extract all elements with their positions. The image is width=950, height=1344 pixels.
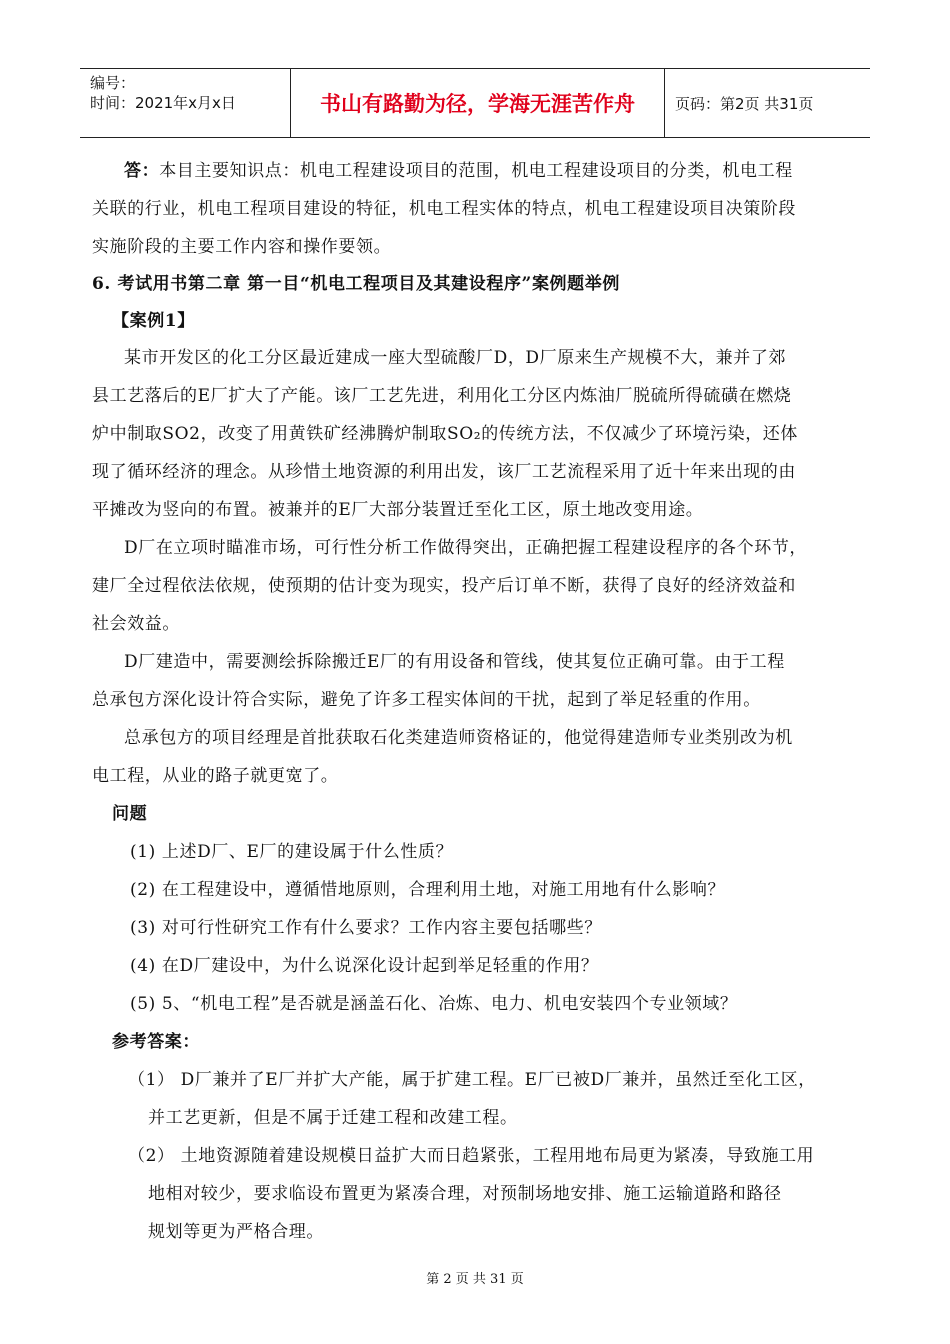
answer-item: 并工艺更新，但是不属于迁建工程和改建工程。 — [148, 1108, 518, 1128]
header-table — [80, 68, 870, 138]
question-item: (1) 上述D厂、E厂的建设属于什么性质？ — [130, 842, 454, 862]
section-title: 6. 考试用书第二章 第一目“机电工程项目及其建设程序”案例题举例 — [92, 274, 620, 294]
header-page-info: 页码：第2页 共31页 — [675, 94, 814, 113]
case-paragraph-line: 社会效益。 — [92, 614, 180, 634]
question-item: (4) 在D厂建设中，为什么说深化设计起到举足轻重的作用？ — [130, 956, 599, 976]
answer-intro-line-2: 关联的行业，机电工程项目建设的特征，机电工程实体的特点，机电工程建设项目决策阶段 — [92, 199, 796, 219]
serial-label: 编号： — [90, 74, 136, 92]
answer-item: 规划等更为严格合理。 — [148, 1222, 324, 1242]
case-paragraph-line: D厂在立项时瞄准市场，可行性分析工作做得突出，正确把握工程建设程序的各个环节， — [124, 538, 808, 558]
answer-item: 地相对较少，要求临设布置更为紧凑合理，对预制场地安排、施工运输道路和路径 — [148, 1184, 782, 1204]
question-item: (5) 5、“机电工程”是否就是涵盖石化、冶炼、电力、机电安装四个专业领域？ — [130, 994, 738, 1014]
case-paragraph-line: 现了循环经济的理念。从珍惜土地资源的利用出发，该厂工艺流程采用了近十年来出现的由 — [92, 462, 796, 482]
date-label: 时间：2021年x月x日 — [90, 94, 236, 112]
header-motto: 书山有路勤为径，学海无涯苦作舟 — [291, 69, 665, 137]
answer-label: 答： — [124, 161, 160, 181]
case-paragraph-line: 总承包方的项目经理是首批获取石化类建造师资格证的，他觉得建造师专业类别改为机 — [124, 728, 793, 748]
case-paragraph-line: 总承包方深化设计符合实际，避免了许多工程实体间的干扰，起到了举足轻重的作用。 — [92, 690, 761, 710]
page-footer: 第 2 页 共 31 页 — [426, 1272, 524, 1287]
questions-title: 问题 — [112, 804, 148, 824]
answer-intro-line-1: 答：本目主要知识点：机电工程建设项目的范围，机电工程建设项目的分类，机电工程 — [124, 161, 793, 181]
case-paragraph-line: 平摊改为竖向的布置。被兼并的E厂大部分装置迁至化工区，原土地改变用途。 — [92, 500, 704, 520]
case-paragraph-line: D厂建造中，需要测绘拆除搬迁E厂的有用设备和管线，使其复位正确可靠。由于工程 — [124, 652, 785, 672]
answer-intro-line-3: 实施阶段的主要工作内容和操作要领。 — [92, 237, 392, 257]
header-meta-cell — [80, 69, 291, 137]
question-item: (2) 在工程建设中，遵循惜地原则，合理利用土地，对施工用地有什么影响？ — [130, 880, 726, 900]
case-title: 【案例1】 — [112, 311, 195, 331]
question-item: (3) 对可行性研究工作有什么要求？工作内容主要包括哪些？ — [130, 918, 602, 938]
case-paragraph-line: 建厂全过程依法依规，使预期的估计变为现实，投产后订单不断，获得了良好的经济效益和 — [92, 576, 796, 596]
answers-title: 参考答案： — [112, 1032, 200, 1052]
case-paragraph-line: 炉中制取SO2，改变了用黄铁矿经沸腾炉制取SO₂的传统方法，不仅减少了环境污染，还体 — [92, 424, 798, 444]
answer-item: （1） D厂兼并了E厂并扩大产能，属于扩建工程。E厂已被D厂兼并，虽然迁至化工区， — [128, 1070, 816, 1090]
case-paragraph-line: 县工艺落后的E厂扩大了产能。该厂工艺先进，利用化工分区内炼油厂脱硫所得硫磺在燃烧 — [92, 386, 792, 406]
case-paragraph-line: 电工程，从业的路子就更宽了。 — [92, 766, 339, 786]
answer-item: （2） 土地资源随着建设规模日益扩大而日趋紧张，工程用地布局更为紧凑，导致施工用 — [128, 1146, 815, 1166]
case-paragraph-line: 某市开发区的化工分区最近建成一座大型硫酸厂D，D厂原来生产规模不大，兼并了郊 — [124, 348, 787, 368]
